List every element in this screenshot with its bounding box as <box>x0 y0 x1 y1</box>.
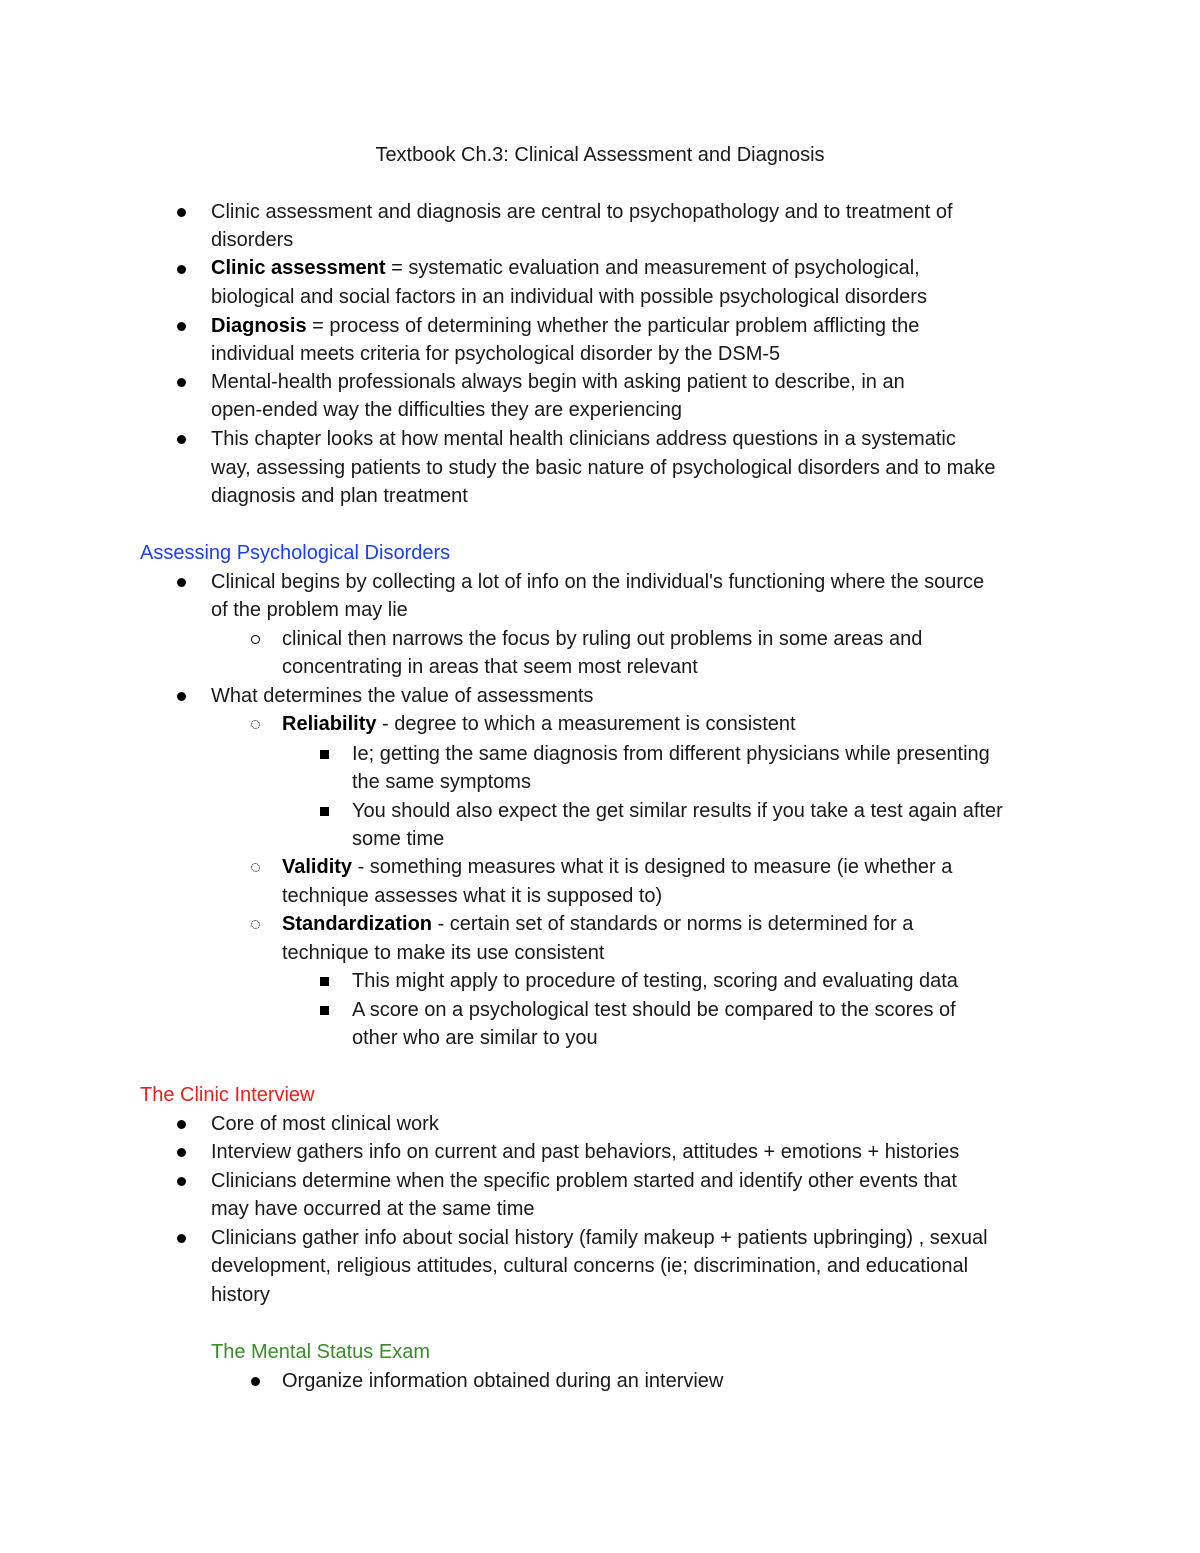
bullet-text-cont: open-ended way the difficulties they are experiencing <box>211 399 683 421</box>
bullet-text-cont: way, assessing patients to study the basic nature of psychological disorders and to make <box>211 457 996 479</box>
bullet-text: Clinical begins by collecting a lot of info on the individual's functioning where the source <box>211 571 985 593</box>
section-heading-interview: The Clinic Interview <box>140 1084 315 1106</box>
bullet-text: What determines the value of assessments <box>211 685 594 707</box>
sub-sub-bullet-text-cont: other who are similar to you <box>352 1027 598 1049</box>
sub-bullet-text: Standardization - certain set of standards or norms is determined for a <box>282 913 914 935</box>
sub-sub-bullet-text: Ie; getting the same diagnosis from different physicians while presenting <box>352 743 990 765</box>
term-bold: Diagnosis <box>211 315 307 337</box>
bullet-square <box>320 750 329 759</box>
term-bold: Clinic assessment <box>211 257 386 279</box>
bullet-dotted-circle <box>251 863 260 872</box>
bullet-square <box>320 977 329 986</box>
bullet-text: Interview gathers info on current and past behaviors, attitudes + emotions + histories <box>211 1141 960 1163</box>
sub-sub-bullet-text: This might apply to procedure of testing, scoring and evaluating data <box>352 970 958 992</box>
bullet-disc <box>177 378 186 387</box>
bullet-disc <box>177 1148 186 1157</box>
bullet-disc <box>177 435 186 444</box>
bullet-text: Clinicians gather info about social history (family makeup + patients upbringing) , sexual <box>211 1227 988 1249</box>
subsection-heading-mental-status: The Mental Status Exam <box>211 1341 430 1363</box>
sub-bullet-text-cont: concentrating in areas that seem most relevant <box>282 656 698 678</box>
bullet-disc <box>177 1234 186 1243</box>
sub-sub-bullet-text-cont: some time <box>352 828 445 850</box>
term-bold: Validity <box>282 856 353 878</box>
bullet-disc <box>177 265 186 274</box>
bullet-square <box>320 1006 329 1015</box>
bullet-text-cont: diagnosis and plan treatment <box>211 485 468 507</box>
bullet-dotted-circle <box>251 720 260 729</box>
bullet-text: This chapter looks at how mental health clinicians address questions in a systematic <box>211 428 956 450</box>
sub-bullet-text: Validity - something measures what it is designed to measure (ie whether a <box>282 856 953 878</box>
sub-bullet-text: Reliability - degree to which a measurement is consistent <box>282 713 796 735</box>
bullet-text: Core of most clinical work <box>211 1113 439 1135</box>
sub-sub-bullet-text-cont: the same symptoms <box>352 771 531 793</box>
bullet-text-cont: may have occurred at the same time <box>211 1198 535 1220</box>
bullet-disc <box>177 1120 186 1129</box>
bullet-text-cont: individual meets criteria for psychological disorder by the DSM-5 <box>211 343 781 365</box>
bullet-disc <box>177 208 186 217</box>
sub-bullet-text: clinical then narrows the focus by ruling out problems in some areas and <box>282 628 923 650</box>
bullet-disc <box>177 692 186 701</box>
sub-sub-bullet-text: A score on a psychological test should be compared to the scores of <box>352 999 956 1021</box>
bullet-disc <box>177 1177 186 1186</box>
sub-sub-bullet-text: You should also expect the get similar results if you take a test again after <box>352 800 1003 822</box>
bullet-text-cont: biological and social factors in an individual with possible psychological disorders <box>211 286 927 308</box>
bullet-text-cont: history <box>211 1284 270 1306</box>
section-heading-assessing: Assessing Psychological Disorders <box>140 542 451 564</box>
bullet-disc <box>177 322 186 331</box>
document-title: Textbook Ch.3: Clinical Assessment and Diagnosis <box>375 144 825 166</box>
bullet-text: Clinic assessment = systematic evaluation and measurement of psychological, <box>211 257 920 279</box>
bullet-disc <box>251 1377 260 1386</box>
bullet-circle <box>251 635 260 644</box>
term-bold: Reliability <box>282 713 377 735</box>
bullet-text-cont: of the problem may lie <box>211 599 408 621</box>
bullet-dotted-circle <box>251 920 260 929</box>
bullet-text: Clinic assessment and diagnosis are central to psychopathology and to treatment of <box>211 201 953 223</box>
sub-bullet-text: Organize information obtained during an interview <box>282 1370 724 1392</box>
sub-bullet-text-cont: technique assesses what it is supposed to) <box>282 885 663 907</box>
bullet-disc <box>177 578 186 587</box>
sub-bullet-text-cont: technique to make its use consistent <box>282 942 605 964</box>
bullet-text: Clinicians determine when the specific problem started and identify other events that <box>211 1170 957 1192</box>
bullet-text-cont: development, religious attitudes, cultural concerns (ie; discrimination, and educational <box>211 1255 969 1277</box>
term-bold: Standardization <box>282 913 433 935</box>
bullet-text-cont: disorders <box>211 229 294 251</box>
bullet-text: Diagnosis = process of determining whether the particular problem afflicting the <box>211 315 920 337</box>
bullet-text: Mental-health professionals always begin with asking patient to describe, in an <box>211 371 905 393</box>
bullet-square <box>320 807 329 816</box>
